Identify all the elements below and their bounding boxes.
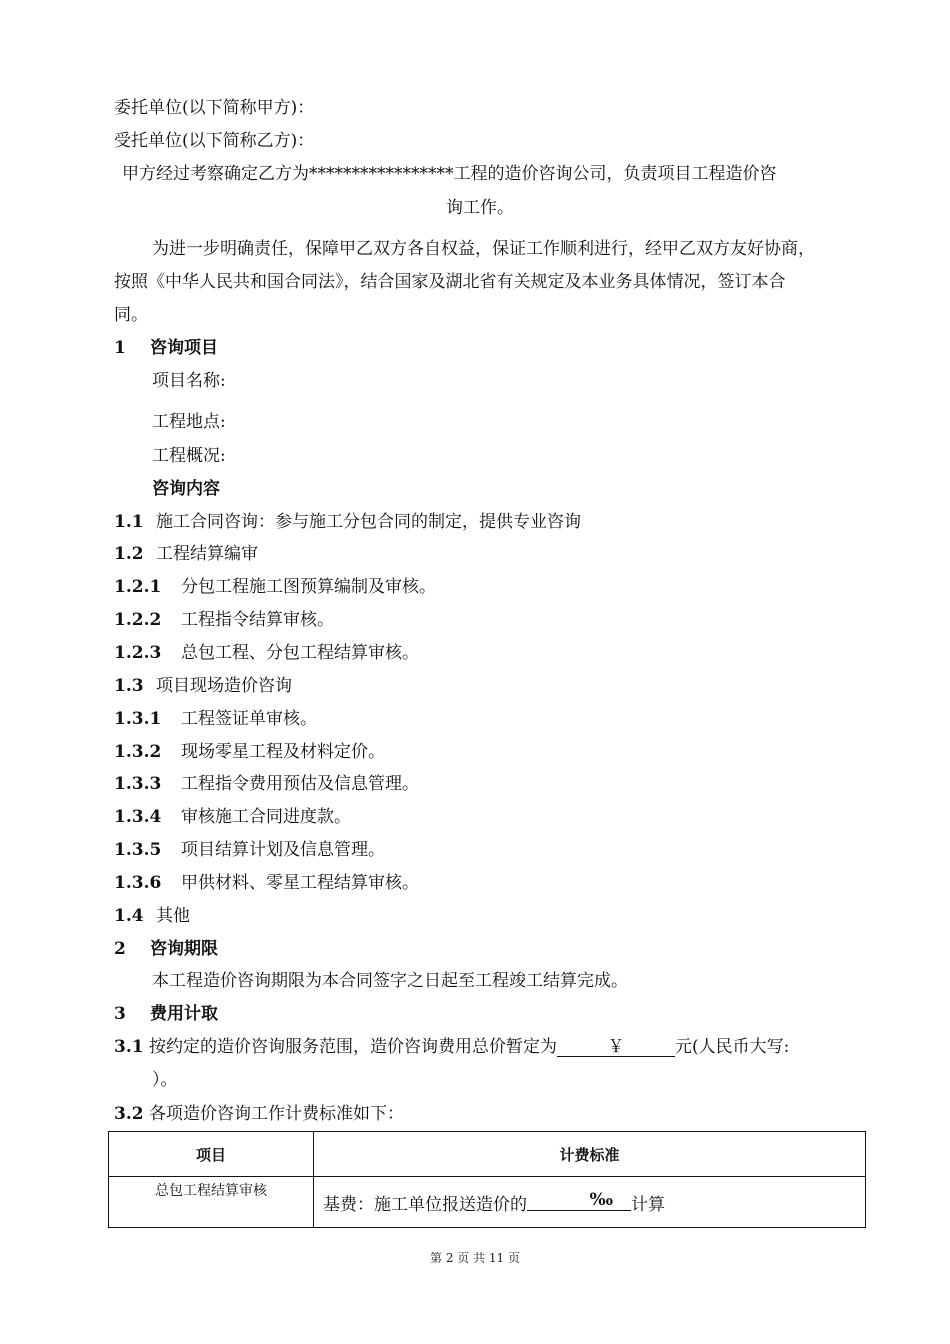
item-number: 1.2.3 — [114, 643, 162, 663]
clause-3-1-number: 3.1 — [114, 1037, 144, 1057]
item-number: 1.3.5 — [114, 840, 162, 860]
fee-rate-blank — [527, 1190, 631, 1211]
clause-3-2 — [114, 1103, 404, 1125]
item-text: 工程指令结算审核。 — [181, 610, 334, 630]
item-text: 总包工程、分包工程结算审核。 — [181, 643, 419, 663]
section-1-title: 咨询项目 — [150, 338, 218, 358]
clause-3-2-number: 3.2 — [114, 1104, 144, 1124]
item-number: 1.3 — [114, 676, 144, 696]
section-1-number: 1 — [114, 338, 126, 358]
item-text: 甲供材料、零星工程结算审核。 — [181, 873, 419, 893]
intro-para2-line-1: 为进一步明确责任，保障甲乙双方各自权益，保证工作顺利进行，经甲乙双方友好协商， — [152, 239, 815, 259]
table-header-row — [109, 1132, 866, 1177]
fee-rate-suffix: 计算 — [631, 1194, 665, 1215]
item-text: 工程结算编审 — [156, 544, 258, 564]
item-number: 1.2 — [114, 544, 144, 564]
table-cell-item: 总包工程结算审核 — [109, 1177, 314, 1228]
fee-standard-table — [108, 1131, 866, 1228]
project-location-label: 工程地点: — [152, 412, 226, 432]
clause-3-1-close: ）。 — [152, 1070, 178, 1090]
item-number: 1.3.6 — [114, 873, 162, 893]
intro-para2-line-3: 同。 — [114, 305, 148, 325]
project-name-label: 项目名称: — [152, 371, 226, 391]
page-footer: 第 2 页 共 11 页 — [430, 1251, 520, 1265]
item-text: 项目结算计划及信息管理。 — [181, 840, 385, 860]
section-2-body: 本工程造价咨询期限为本合同签字之日起至工程竣工结算完成。 — [152, 971, 628, 991]
permille-sign: ‰ — [589, 1189, 613, 1210]
item-text: 其他 — [156, 906, 190, 926]
item-number: 1.1 — [114, 512, 144, 532]
item-text: 施工合同咨询：参与施工分包合同的制定，提供专业咨询 — [156, 512, 581, 532]
table-header-item: 项目 — [109, 1132, 314, 1177]
item-number: 1.3.3 — [114, 774, 162, 794]
project-overview-label: 工程概况: — [152, 446, 226, 466]
item-text: 工程指令费用预估及信息管理。 — [181, 774, 419, 794]
item-number: 1.3.1 — [114, 709, 162, 729]
item-number: 1.2.1 — [114, 577, 162, 597]
table-row — [109, 1177, 866, 1228]
intro-para2-line-2: 按照《中华人民共和国合同法》，结合国家及湖北省有关规定及本业务具体情况，签订本合 — [114, 272, 786, 292]
item-number: 1.4 — [114, 906, 144, 926]
section-2-title: 咨询期限 — [150, 939, 218, 959]
item-text: 分包工程施工图预算编制及审核。 — [181, 577, 436, 597]
section-3-title: 费用计取 — [150, 1004, 218, 1024]
intro-line-2: 询工作。 — [446, 198, 514, 218]
item-text: 现场零星工程及材料定价。 — [181, 742, 385, 762]
table-header-standard: 计费标准 — [314, 1132, 866, 1177]
section-3-number: 3 — [114, 1004, 126, 1024]
section-2-number: 2 — [114, 939, 126, 959]
total-fee-blank: ￥ — [557, 1036, 675, 1057]
item-text: 工程签证单审核。 — [181, 709, 317, 729]
table-cell-standard — [314, 1177, 866, 1228]
fee-rate-prefix: 基费：施工单位报送造价的 — [323, 1194, 527, 1215]
clause-3-1 — [114, 1036, 789, 1058]
contractor-party-line: 受托单位(以下简称乙方)： — [114, 131, 315, 151]
clause-3-1-tail: 元(人民币大写: — [674, 1037, 790, 1057]
item-number: 1.2.2 — [114, 610, 162, 630]
item-number: 1.3.4 — [114, 807, 162, 827]
clause-3-2-text: 各项造价咨询工作计费标准如下： — [148, 1104, 404, 1124]
consulting-content-title: 咨询内容 — [152, 479, 220, 499]
item-number: 1.3.2 — [114, 742, 162, 762]
item-text: 审核施工合同进度款。 — [181, 807, 351, 827]
client-party-line: 委托单位(以下简称甲方)： — [114, 98, 315, 118]
item-text: 项目现场造价咨询 — [156, 676, 292, 696]
clause-3-1-text: 按约定的造价咨询服务范围，造价咨询费用总价暂定为 — [148, 1037, 557, 1057]
intro-line-1: 甲方经过考察确定乙方为*****************工程的造价咨询公司，负责项目工程造价咨 — [122, 164, 777, 184]
